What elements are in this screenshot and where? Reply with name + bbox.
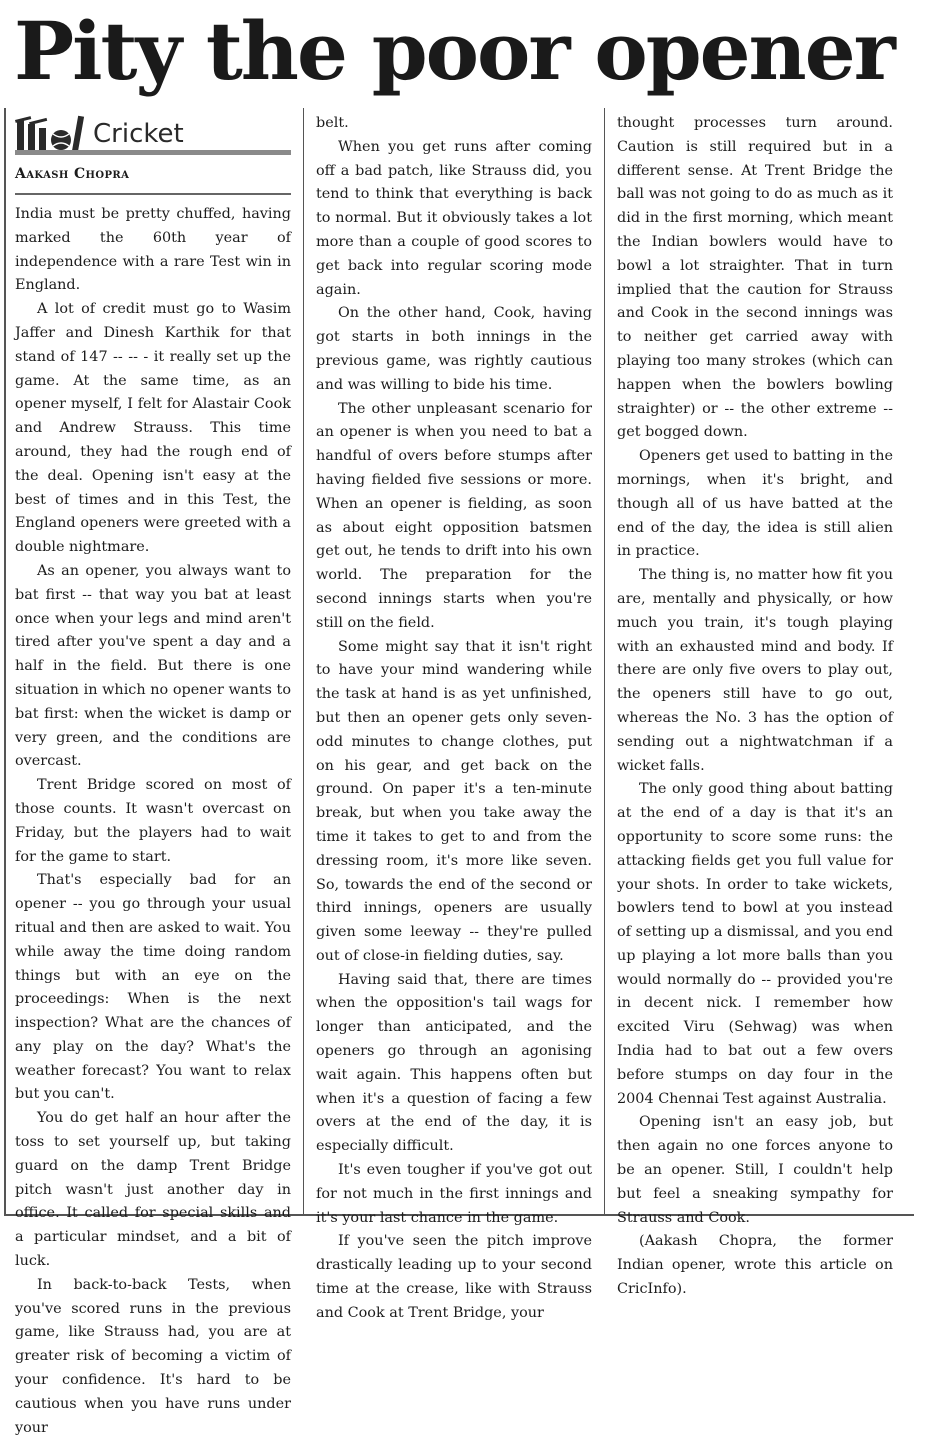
paragraph: The only good thing about batting at the end of a day is that it's an opportunity to score some runs: the attacking fields get you full value for your shots. In order to take wickets, bowlers tend to bowl at you instead of setting up a dismissal, and you end up playing a lot more balls than you would normally do -- provided you're in decent nick. I remember how excited Viru (Sehwag) was when India had to bat out a few overs before stumps on day four in the 2004 Chennai Test against Australia. (617, 781, 893, 1107)
paragraph: The thing is, no matter how fit you are, mentally and physically, or how much you train, it's tough playing with an exhausted mind and body. If there are only five overs to play out, the openers still have to go out, whereas the No. 3 has the option of sending out a nightwatchman if a wicket falls. (617, 567, 893, 774)
paragraph: On the other hand, Cook, having got starts in both innings in the previous game, was rightly cautious and was willing to bide his time. (316, 305, 592, 393)
article-column-3 (617, 112, 894, 1298)
column-divider-1 (303, 108, 304, 1216)
paragraph: India must be pretty chuffed, having marked the 60th year of independence with a rare Test win in England. (15, 206, 291, 294)
paragraph: You do get half an hour after the toss to set yourself up, but taking guard on the damp Trent Bridge pitch wasn't just another day in office. It called for special skills and a particular mindset, and a bit of luck. (15, 1110, 291, 1270)
byline-rule (15, 193, 291, 195)
paragraph: (Aakash Chopra, the former Indian opener, wrote this article on CricInfo). (617, 1233, 893, 1298)
paragraph: Having said that, there are times when the opposition's tail wags for longer than anticipated, and the openers go through an agonising wait again. This happens often but when it's a question of facing a few overs at the end of the day, it is especially difficult. (316, 971, 592, 1155)
left-border-rule (4, 108, 6, 1216)
paragraph: Trent Bridge scored on most of those counts. It wasn't overcast on Friday, but the players had to wait for the game to start. (15, 777, 291, 865)
paragraph: As an opener, you always want to bat first -- that way you bat at least once when your legs and mind aren't tired after you've spent a day and a half in the field. But there is one situation in which no opener wants to bat first: when the wicket is damp or very green, and the conditions are overcast. (15, 562, 291, 770)
cricket-stumps-icon (15, 114, 89, 154)
paragraph: belt. (316, 115, 349, 131)
headline: Pity the poor opener (14, 4, 894, 98)
section-tag (15, 114, 291, 154)
paragraph: Some might say that it isn't right to have your mind wandering while the task at hand is as yet unfinished, but then an opener gets only seven-odd minutes to change clothes, put on his gear, and get back on the ground. On paper it's a ten-minute break, but when you take away the time it takes to get to and from the dressing room, it's more like seven. So, towards the end of the second or third innings, openers are usually given some leeway -- they're pulled out of close-in fielding duties, say. (316, 638, 592, 964)
section-label: Cricket (93, 119, 184, 149)
paragraph: If you've seen the pitch improve drastically leading up to your second time at the crease, like with Strauss and Cook at Trent Bridge, your (316, 1233, 592, 1321)
paragraph: When you get runs after coming off a bad patch, like Strauss did, you tend to think that everything is back to normal. But it obviously takes a lot more than a couple of good scores to get back into regular scoring mode again. (316, 138, 592, 298)
article-column-2 (316, 112, 592, 1321)
paragraph: A lot of credit must go to Wasim Jaffer and Dinesh Karthik for that stand of 147 -- -- - it really set up the game. At the same time, as an opener myself, I felt for Alastair Cook and Andrew Strauss. This time around, they had the rough end of the deal. Opening isn't easy at the best of times and in this Test, the England openers were greeted with a double nightmare. (15, 301, 291, 556)
paragraph: In back-to-back Tests, when you've scored runs in the previous game, like Strauss had, you are at greater risk of becoming a victim of your confidence. It's hard to be cautious when you have runs under your (15, 1276, 291, 1436)
article-column-1 (15, 203, 291, 1436)
section-bar (15, 150, 291, 155)
paragraph: It's even tougher if you've got out for not much in the first innings and it's your last chance in the game. (316, 1162, 592, 1226)
paragraph: Opening isn't an easy job, but then again no one forces anyone to be an opener. Still, I couldn't help but feel a sneaking sympathy for Strauss and Cook. (617, 1114, 893, 1226)
column-divider-2 (604, 108, 605, 1216)
paragraph: Openers get used to batting in the mornings, when it's bright, and though all of us have batted at the end of the day, the idea is still alien in practice. (617, 448, 893, 560)
author-byline: Aakash Chopra (15, 166, 130, 182)
paragraph: That's especially bad for an opener -- you go through your usual ritual and then are asked to wait. You while away the time doing random things but with an eye on the proceedings: When is the next inspection? What are the chances of any play on the day? What's the weather forecast? You want to relax but you can't. (15, 872, 291, 1103)
paragraph: thought processes turn around. Caution is still required but in a different sense. At Trent Bridge the ball was not going to do as much as it did in the first morning, which meant the Indian bowlers would have to bowl a lot straighter. That in turn implied that the caution for Strauss and Cook in the second innings was to neither get carried away with playing too many strokes (which can happen when the bowlers bowling straighter) or -- the other extreme -- get bogged down. (617, 115, 894, 441)
paragraph: The other unpleasant scenario for an opener is when you need to bat a handful of overs before stumps after having fielded five sessions or more. When an opener is fielding, as soon as about eight opposition batsmen get out, he tends to drift into his own world. The preparation for the second innings starts when you're still on the field. (316, 400, 592, 631)
